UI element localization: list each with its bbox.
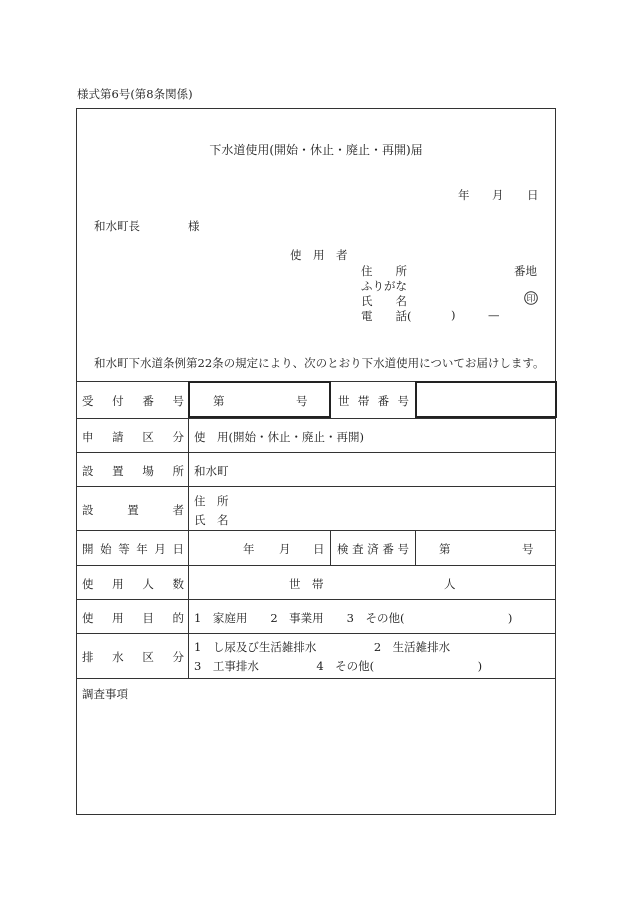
label-char: 申 bbox=[82, 430, 94, 444]
label-char: 排 bbox=[82, 650, 94, 664]
inspection-no-prefix: 第 bbox=[439, 542, 451, 556]
label-char: 置 bbox=[112, 464, 124, 478]
table-rule bbox=[76, 599, 556, 600]
applicant-phone-dash: — bbox=[488, 308, 500, 322]
label-char: 設 bbox=[82, 503, 94, 517]
label-char: 番 bbox=[142, 394, 154, 408]
label-char: 者 bbox=[172, 503, 184, 517]
reception-number-box[interactable] bbox=[188, 381, 331, 418]
label-char: 区 bbox=[142, 430, 154, 444]
users-persons: 人 bbox=[444, 577, 456, 591]
applicant-phone-label: 電 話( bbox=[361, 309, 412, 323]
label-char: 分 bbox=[172, 430, 184, 444]
installer-label bbox=[82, 502, 184, 518]
label-char: 区 bbox=[142, 650, 154, 664]
inspection-number-label bbox=[337, 541, 409, 557]
applicant-name-label: 氏 名 bbox=[361, 294, 407, 308]
start-date-day: 日 bbox=[313, 542, 325, 556]
category-label bbox=[82, 429, 184, 445]
label-char: 的 bbox=[172, 611, 184, 625]
table-column-rule bbox=[415, 530, 416, 565]
label-char: 検 bbox=[337, 542, 349, 556]
users-households: 世 帯 bbox=[289, 577, 324, 591]
label-char: 号 bbox=[397, 394, 409, 408]
label-char: 等 bbox=[118, 542, 130, 556]
applicant-heading: 使 用 者 bbox=[290, 248, 348, 262]
addressee-honorific: 様 bbox=[188, 219, 200, 233]
form-title: 下水道使用(開始・休止・廃止・再開)届 bbox=[209, 143, 423, 157]
label-char: 査 bbox=[352, 542, 364, 556]
household-number-box[interactable] bbox=[415, 381, 557, 418]
label-char: 号 bbox=[172, 394, 184, 408]
start-date-month: 月 bbox=[279, 542, 291, 556]
label-char: 年 bbox=[136, 542, 148, 556]
users-label bbox=[82, 576, 184, 592]
drainage-label bbox=[82, 649, 184, 665]
date-month: 月 bbox=[492, 188, 504, 202]
table-rule bbox=[76, 452, 556, 453]
label-char: 数 bbox=[172, 577, 184, 591]
start-date-label bbox=[82, 541, 184, 557]
table-column-rule bbox=[330, 530, 331, 565]
date-year: 年 bbox=[458, 188, 470, 202]
label-char: 請 bbox=[112, 430, 124, 444]
label-char: 所 bbox=[172, 464, 184, 478]
survey-label: 調査事項 bbox=[82, 687, 128, 701]
label-char: 使 bbox=[82, 577, 94, 591]
form-frame bbox=[76, 108, 556, 815]
installer-address-label: 住 所 bbox=[194, 494, 229, 508]
table-rule bbox=[76, 633, 556, 634]
label-char: 号 bbox=[397, 542, 409, 556]
category-value: 使 用(開始・休止・廃止・再開) bbox=[194, 430, 364, 444]
purpose-options: 1 家庭用 2 事業用 3 その他( ) bbox=[194, 611, 513, 625]
table-rule bbox=[76, 418, 556, 419]
label-char: 設 bbox=[82, 464, 94, 478]
location-label bbox=[82, 463, 184, 479]
household-number-label bbox=[338, 393, 409, 409]
label-char: 付 bbox=[112, 394, 124, 408]
installer-name-label: 氏 名 bbox=[194, 513, 229, 527]
table-rule bbox=[76, 565, 556, 566]
seal-char: 印 bbox=[526, 294, 536, 305]
label-char: 開 bbox=[82, 542, 94, 556]
location-value: 和水町 bbox=[194, 464, 229, 478]
seal-mark bbox=[524, 291, 538, 305]
reception-no-prefix: 第 bbox=[213, 394, 225, 408]
drainage-options-line2: 3 工事排水 4 その他( ) bbox=[194, 659, 483, 673]
label-char: 世 bbox=[338, 394, 350, 408]
statement-text: 和水町下水道条例第22条の規定により、次のとおり下水道使用についてお届けします。 bbox=[94, 356, 545, 370]
applicant-address-label: 住 所 bbox=[361, 264, 407, 278]
table-rule bbox=[76, 530, 556, 531]
table-rule bbox=[76, 678, 556, 679]
label-char: 分 bbox=[172, 650, 184, 664]
label-char: 水 bbox=[112, 650, 124, 664]
table-rule bbox=[76, 486, 556, 487]
form-number: 様式第6号(第8条関係) bbox=[77, 87, 193, 101]
label-char: 用 bbox=[112, 577, 124, 591]
label-char: 場 bbox=[142, 464, 154, 478]
label-char: 番 bbox=[377, 394, 390, 408]
label-char: 済 bbox=[367, 542, 379, 556]
addressee-name: 和水町長 bbox=[94, 219, 140, 233]
inspection-no-suffix: 号 bbox=[522, 542, 534, 556]
date-day: 日 bbox=[527, 188, 539, 202]
table-column-rule bbox=[188, 381, 189, 678]
applicant-phone-close: ) bbox=[451, 308, 456, 322]
label-char: 使 bbox=[82, 611, 94, 625]
label-char: 番 bbox=[382, 542, 394, 556]
label-char: 目 bbox=[142, 611, 154, 625]
reception-no-suffix: 号 bbox=[296, 394, 308, 408]
applicant-address-suffix: 番地 bbox=[514, 264, 537, 278]
label-char: 置 bbox=[127, 503, 139, 517]
label-char: 用 bbox=[112, 611, 124, 625]
label-char: 受 bbox=[82, 394, 94, 408]
applicant-furigana-label: ふりがな bbox=[361, 279, 407, 293]
label-char: 始 bbox=[100, 542, 112, 556]
label-char: 日 bbox=[172, 542, 184, 556]
reception-label bbox=[82, 393, 184, 409]
drainage-options-line1: 1 し尿及び生活雑排水 2 生活雑排水 bbox=[194, 640, 451, 654]
label-char: 人 bbox=[142, 577, 154, 591]
purpose-label bbox=[82, 610, 184, 626]
label-char: 月 bbox=[154, 542, 166, 556]
label-char: 帯 bbox=[357, 394, 370, 408]
start-date-year: 年 bbox=[243, 542, 255, 556]
